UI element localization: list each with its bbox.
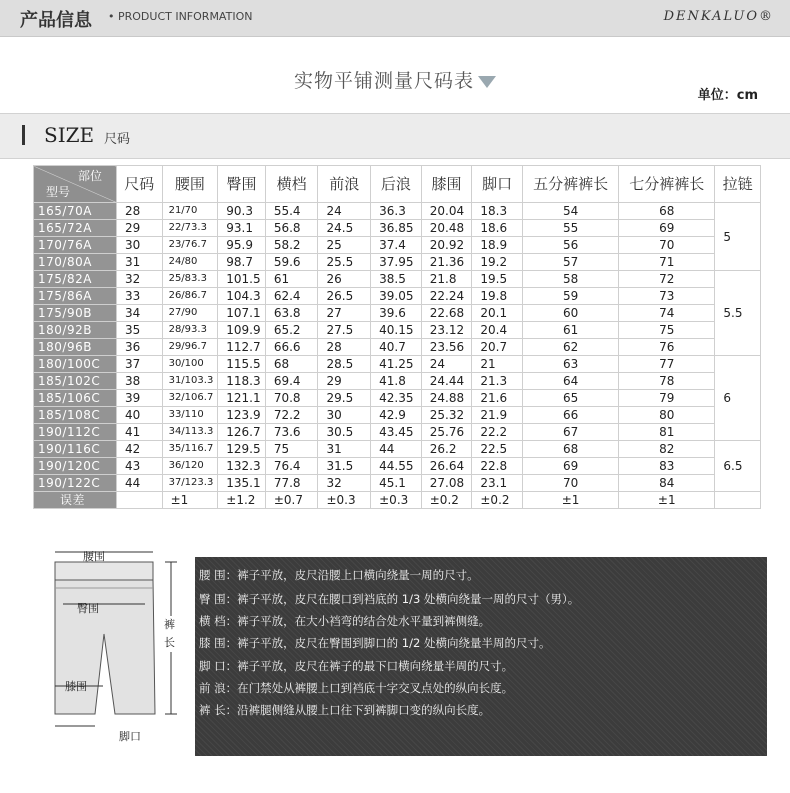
hem-cell: 22.2 (472, 424, 523, 441)
hem-cell: 18.9 (472, 237, 523, 254)
back-rise-cell: 40.15 (371, 322, 422, 339)
len5-cell: 61 (523, 322, 619, 339)
back-rise-cell: 42.35 (371, 390, 422, 407)
col-header: 臀围 (218, 166, 266, 203)
hem-cell: 23.1 (472, 475, 523, 492)
table-row (34, 441, 761, 458)
len7-cell: 79 (619, 390, 715, 407)
len7-cell: 83 (619, 458, 715, 475)
col-header: 横档 (265, 166, 318, 203)
waist-cell: 34/113.3 (162, 424, 218, 441)
brand-logo: DENKALUO® (663, 9, 774, 24)
len5-cell: 55 (523, 220, 619, 237)
len7-cell: 73 (619, 288, 715, 305)
size-cell: 28 (117, 203, 163, 220)
knee-cell: 24.88 (421, 390, 472, 407)
hip-cell: 118.3 (218, 373, 266, 390)
len7-cell: 71 (619, 254, 715, 271)
len7-cell: 68 (619, 203, 715, 220)
tolerance-cell (117, 492, 163, 509)
knee-cell: 22.68 (421, 305, 472, 322)
back-rise-cell: 37.4 (371, 237, 422, 254)
hip-cell: 109.9 (218, 322, 266, 339)
note-line: 脚 口：裤子平放，皮尺在裤子的最下口横向绕量半周的尺寸。 (199, 659, 514, 673)
hem-cell: 22.5 (472, 441, 523, 458)
front-rise-cell: 26.5 (318, 288, 371, 305)
size-table (33, 165, 761, 509)
hip-cell: 101.5 (218, 271, 266, 288)
table-row (34, 407, 761, 424)
len7-cell: 77 (619, 356, 715, 373)
model-cell: 190/122C (34, 475, 117, 492)
measurement-notes (195, 557, 767, 756)
knee-cell: 21.8 (421, 271, 472, 288)
back-rise-cell: 40.7 (371, 339, 422, 356)
len7-cell: 80 (619, 407, 715, 424)
len7-cell: 69 (619, 220, 715, 237)
size-cell: 31 (117, 254, 163, 271)
size-cell: 33 (117, 288, 163, 305)
len5-cell: 60 (523, 305, 619, 322)
size-cell: 37 (117, 356, 163, 373)
size-cell: 40 (117, 407, 163, 424)
model-cell: 165/70A (34, 203, 117, 220)
len5-cell: 56 (523, 237, 619, 254)
hip-cell: 123.9 (218, 407, 266, 424)
front-rise-cell: 24 (318, 203, 371, 220)
tolerance-zipper-cell (715, 492, 761, 509)
thigh-cell: 62.4 (265, 288, 318, 305)
front-rise-cell: 30 (318, 407, 371, 424)
model-cell: 185/106C (34, 390, 117, 407)
len5-cell: 58 (523, 271, 619, 288)
size-cell: 32 (117, 271, 163, 288)
thigh-cell: 73.6 (265, 424, 318, 441)
thigh-cell: 75 (265, 441, 318, 458)
table-row (34, 356, 761, 373)
len7-cell: 75 (619, 322, 715, 339)
hip-cell: 129.5 (218, 441, 266, 458)
section-header (0, 113, 790, 159)
header-title: 产品信息 (20, 10, 92, 31)
diagram-label-knee: 膝围 (65, 680, 87, 693)
page-title (0, 66, 790, 93)
corner-bottom-label: 型号 (46, 185, 71, 199)
thigh-cell: 68 (265, 356, 318, 373)
model-cell: 180/96B (34, 339, 117, 356)
waist-cell: 36/120 (162, 458, 218, 475)
hip-cell: 93.1 (218, 220, 266, 237)
front-rise-cell: 26 (318, 271, 371, 288)
back-rise-cell: 45.1 (371, 475, 422, 492)
col-header: 脚口 (472, 166, 523, 203)
waist-cell: 27/90 (162, 305, 218, 322)
zipper-cell: 6.5 (715, 441, 761, 492)
waist-cell: 26/86.7 (162, 288, 218, 305)
table-row (34, 305, 761, 322)
len7-cell: 70 (619, 237, 715, 254)
size-cell: 36 (117, 339, 163, 356)
knee-cell: 27.08 (421, 475, 472, 492)
note-line: 臀 围：裤子平放，皮尺在腰口到裆底的 1/3 处横向绕量一周的尺寸（男）。 (199, 592, 580, 606)
hip-cell: 121.1 (218, 390, 266, 407)
header-bar (0, 0, 790, 37)
front-rise-cell: 32 (318, 475, 371, 492)
len5-cell: 67 (523, 424, 619, 441)
hem-cell: 21.9 (472, 407, 523, 424)
front-rise-cell: 25.5 (318, 254, 371, 271)
knee-cell: 21.36 (421, 254, 472, 271)
table-row (34, 254, 761, 271)
table-body (34, 203, 761, 509)
col-header: 后浪 (371, 166, 422, 203)
section-subtitle: 尺码 (104, 132, 131, 147)
back-rise-cell: 36.3 (371, 203, 422, 220)
col-header: 前浪 (318, 166, 371, 203)
table-row (34, 203, 761, 220)
table-row (34, 458, 761, 475)
hip-cell: 112.7 (218, 339, 266, 356)
waist-cell: 23/76.7 (162, 237, 218, 254)
len5-cell: 64 (523, 373, 619, 390)
col-header: 七分裤裤长 (619, 166, 715, 203)
col-header: 尺码 (117, 166, 163, 203)
waist-cell: 21/70 (162, 203, 218, 220)
back-rise-cell: 41.8 (371, 373, 422, 390)
model-cell: 170/76A (34, 237, 117, 254)
size-cell: 41 (117, 424, 163, 441)
waist-cell: 35/116.7 (162, 441, 218, 458)
table-row (34, 322, 761, 339)
tolerance-cell: ±0.7 (265, 492, 318, 509)
model-cell: 175/82A (34, 271, 117, 288)
table-row (34, 237, 761, 254)
size-cell: 34 (117, 305, 163, 322)
tolerance-cell: ±0.2 (472, 492, 523, 509)
hip-cell: 126.7 (218, 424, 266, 441)
knee-cell: 22.24 (421, 288, 472, 305)
model-cell: 185/108C (34, 407, 117, 424)
len5-cell: 62 (523, 339, 619, 356)
len5-cell: 59 (523, 288, 619, 305)
table-row (34, 339, 761, 356)
tolerance-cell: ±0.2 (421, 492, 472, 509)
len5-cell: 69 (523, 458, 619, 475)
len5-cell: 68 (523, 441, 619, 458)
back-rise-cell: 44 (371, 441, 422, 458)
back-rise-cell: 44.55 (371, 458, 422, 475)
table-row (34, 373, 761, 390)
size-cell: 43 (117, 458, 163, 475)
waist-cell: 37/123.3 (162, 475, 218, 492)
hem-cell: 19.5 (472, 271, 523, 288)
tolerance-cell: ±0.3 (371, 492, 422, 509)
model-cell: 175/86A (34, 288, 117, 305)
diagram-label-hip: 臀围 (77, 602, 99, 615)
knee-cell: 26.2 (421, 441, 472, 458)
len7-cell: 72 (619, 271, 715, 288)
thigh-cell: 65.2 (265, 322, 318, 339)
len5-cell: 65 (523, 390, 619, 407)
model-cell: 185/102C (34, 373, 117, 390)
table-row (34, 271, 761, 288)
hip-cell: 135.1 (218, 475, 266, 492)
table-row (34, 220, 761, 237)
model-cell: 190/120C (34, 458, 117, 475)
corner-header (34, 166, 117, 203)
model-cell: 165/72A (34, 220, 117, 237)
thigh-cell: 72.2 (265, 407, 318, 424)
zipper-cell: 6 (715, 356, 761, 441)
hem-cell: 19.2 (472, 254, 523, 271)
hem-cell: 22.8 (472, 458, 523, 475)
size-cell: 29 (117, 220, 163, 237)
front-rise-cell: 31.5 (318, 458, 371, 475)
zipper-cell: 5 (715, 203, 761, 271)
waist-cell: 24/80 (162, 254, 218, 271)
header-subtitle: • PRODUCT INFORMATION (108, 10, 253, 23)
thigh-cell: 59.6 (265, 254, 318, 271)
waist-cell: 31/103.3 (162, 373, 218, 390)
tolerance-cell: ±1 (619, 492, 715, 509)
table-row (34, 288, 761, 305)
waist-cell: 32/106.7 (162, 390, 218, 407)
thigh-cell: 61 (265, 271, 318, 288)
hem-cell: 21.6 (472, 390, 523, 407)
hip-cell: 95.9 (218, 237, 266, 254)
back-rise-cell: 37.95 (371, 254, 422, 271)
len7-cell: 81 (619, 424, 715, 441)
thigh-cell: 76.4 (265, 458, 318, 475)
knee-cell: 23.56 (421, 339, 472, 356)
model-cell: 170/80A (34, 254, 117, 271)
table-row (34, 475, 761, 492)
back-rise-cell: 38.5 (371, 271, 422, 288)
model-cell: 180/100C (34, 356, 117, 373)
section-marker-icon (22, 125, 25, 145)
hip-cell: 90.3 (218, 203, 266, 220)
front-rise-cell: 28.5 (318, 356, 371, 373)
thigh-cell: 69.4 (265, 373, 318, 390)
waist-cell: 22/73.3 (162, 220, 218, 237)
note-line: 前 浪：在门禁处从裤腰上口到裆底十字交叉点处的纵向长度。 (199, 681, 514, 695)
size-cell: 30 (117, 237, 163, 254)
table-row (34, 424, 761, 441)
tolerance-cell: ±1.2 (218, 492, 266, 509)
thigh-cell: 70.8 (265, 390, 318, 407)
col-header: 五分裤裤长 (523, 166, 619, 203)
knee-cell: 26.64 (421, 458, 472, 475)
size-cell: 42 (117, 441, 163, 458)
diagram-label-hem: 脚口 (119, 730, 141, 743)
back-rise-cell: 43.45 (371, 424, 422, 441)
hip-cell: 115.5 (218, 356, 266, 373)
thigh-cell: 66.6 (265, 339, 318, 356)
waist-cell: 25/83.3 (162, 271, 218, 288)
knee-cell: 20.04 (421, 203, 472, 220)
len7-cell: 76 (619, 339, 715, 356)
waist-cell: 28/93.3 (162, 322, 218, 339)
knee-cell: 23.12 (421, 322, 472, 339)
diagram-label-waist: 腰围 (83, 550, 105, 563)
thigh-cell: 63.8 (265, 305, 318, 322)
hem-cell: 20.1 (472, 305, 523, 322)
len5-cell: 54 (523, 203, 619, 220)
corner-top-label: 部位 (78, 169, 103, 183)
back-rise-cell: 39.05 (371, 288, 422, 305)
hem-cell: 21 (472, 356, 523, 373)
waist-cell: 29/96.7 (162, 339, 218, 356)
len7-cell: 84 (619, 475, 715, 492)
front-rise-cell: 25 (318, 237, 371, 254)
zipper-cell: 5.5 (715, 271, 761, 356)
knee-cell: 24.44 (421, 373, 472, 390)
hip-cell: 132.3 (218, 458, 266, 475)
len5-cell: 70 (523, 475, 619, 492)
col-header: 膝围 (421, 166, 472, 203)
knee-cell: 20.92 (421, 237, 472, 254)
hem-cell: 18.3 (472, 203, 523, 220)
size-cell: 39 (117, 390, 163, 407)
len5-cell: 57 (523, 254, 619, 271)
knee-cell: 25.76 (421, 424, 472, 441)
note-line: 横 档：裤子平放，在大小裆弯的结合处水平量到裤侧缝。 (199, 614, 491, 628)
note-line: 膝 围：裤子平放，皮尺在臀围到脚口的 1/2 处横向绕量半周的尺寸。 (199, 636, 551, 650)
len5-cell: 66 (523, 407, 619, 424)
model-cell: 180/92B (34, 322, 117, 339)
front-rise-cell: 30.5 (318, 424, 371, 441)
model-cell: 190/112C (34, 424, 117, 441)
size-cell: 35 (117, 322, 163, 339)
unit-label: 单位：cm (697, 88, 758, 103)
knee-cell: 24 (421, 356, 472, 373)
model-cell: 190/116C (34, 441, 117, 458)
size-cell: 38 (117, 373, 163, 390)
front-rise-cell: 31 (318, 441, 371, 458)
hem-cell: 20.4 (472, 322, 523, 339)
hip-cell: 98.7 (218, 254, 266, 271)
back-rise-cell: 36.85 (371, 220, 422, 237)
len7-cell: 78 (619, 373, 715, 390)
front-rise-cell: 27.5 (318, 322, 371, 339)
hip-cell: 107.1 (218, 305, 266, 322)
pants-diagram (33, 546, 188, 746)
triangle-down-icon (478, 76, 496, 88)
tolerance-label: 误差 (34, 492, 117, 509)
thigh-cell: 58.2 (265, 237, 318, 254)
tolerance-cell: ±0.3 (318, 492, 371, 509)
hip-cell: 104.3 (218, 288, 266, 305)
len7-cell: 74 (619, 305, 715, 322)
len5-cell: 63 (523, 356, 619, 373)
knee-cell: 20.48 (421, 220, 472, 237)
table-header-row (34, 166, 761, 203)
waist-cell: 30/100 (162, 356, 218, 373)
front-rise-cell: 29.5 (318, 390, 371, 407)
front-rise-cell: 27 (318, 305, 371, 322)
back-rise-cell: 39.6 (371, 305, 422, 322)
len7-cell: 82 (619, 441, 715, 458)
tolerance-cell: ±1 (162, 492, 218, 509)
tolerance-row (34, 492, 761, 509)
tolerance-cell: ±1 (523, 492, 619, 509)
model-cell: 175/90B (34, 305, 117, 322)
front-rise-cell: 29 (318, 373, 371, 390)
col-header: 腰围 (162, 166, 218, 203)
hem-cell: 19.8 (472, 288, 523, 305)
hem-cell: 20.7 (472, 339, 523, 356)
section-title: SIZE (44, 123, 95, 147)
hem-cell: 21.3 (472, 373, 523, 390)
back-rise-cell: 42.9 (371, 407, 422, 424)
back-rise-cell: 41.25 (371, 356, 422, 373)
front-rise-cell: 24.5 (318, 220, 371, 237)
table-row (34, 390, 761, 407)
waist-cell: 33/110 (162, 407, 218, 424)
thigh-cell: 56.8 (265, 220, 318, 237)
note-line: 腰 围：裤子平放，皮尺沿腰上口横向绕量一周的尺寸。 (199, 568, 479, 582)
note-line: 裤 长：沿裤腿侧缝从腰上口往下到裤脚口变的纵向长度。 (199, 703, 491, 717)
front-rise-cell: 28 (318, 339, 371, 356)
page-title-text: 实物平铺测量尺码表 (293, 70, 474, 92)
col-header: 拉链 (715, 166, 761, 203)
size-cell: 44 (117, 475, 163, 492)
knee-cell: 25.32 (421, 407, 472, 424)
diagram-label-length: 裤长 (164, 616, 176, 652)
hem-cell: 18.6 (472, 220, 523, 237)
thigh-cell: 55.4 (265, 203, 318, 220)
thigh-cell: 77.8 (265, 475, 318, 492)
